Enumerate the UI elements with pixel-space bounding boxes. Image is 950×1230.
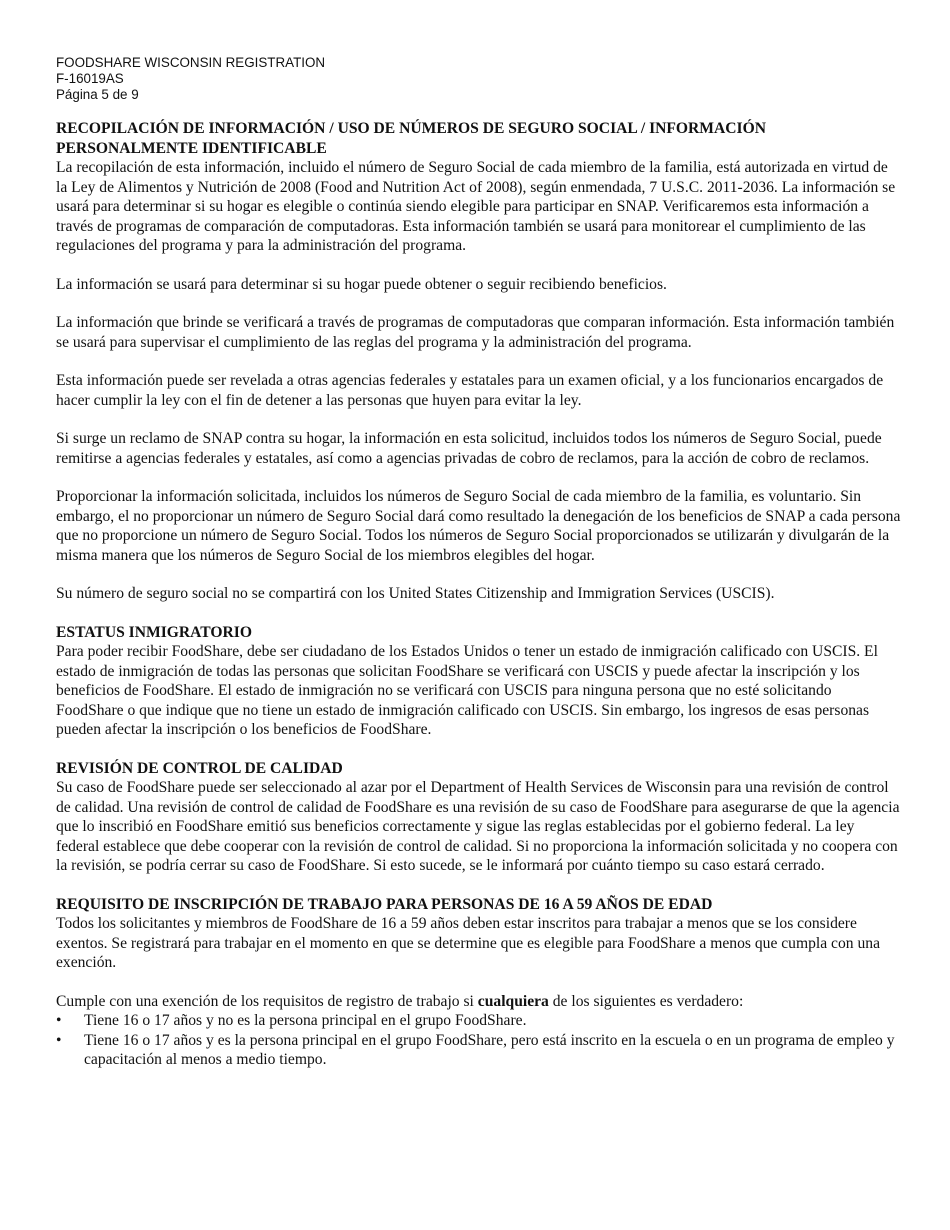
section-title: RECOPILACIÓN DE INFORMACIÓN / USO DE NÚMEROS DE SEGURO SOCIAL / INFORMACIÓN PERSONALMENTE IDENTIFICABLE <box>56 120 767 157</box>
bullet-icon: • <box>56 1012 62 1029</box>
paragraph: Si surge un reclamo de SNAP contra su hogar, la información en esta solicitud, incluidos todos los números de Seguro Social, puede remitirse a agencias federales y estatales, así como a agencias privadas de cobro de reclamos, para la acción de cobro de reclamos. <box>56 430 882 467</box>
paragraph: La información se usará para determinar si su hogar puede obtener o seguir recibiendo beneficios. <box>56 275 667 293</box>
bullet-icon: • <box>56 1031 62 1049</box>
list-item <box>56 1031 901 1070</box>
section-work-registration <box>56 895 901 1070</box>
paragraph: Para poder recibir FoodShare, debe ser ciudadano de los Estados Unidos o tener un estado de inmigración calificado con USCIS. El estado de inmigración de todas las personas que solicitan FoodShare se verificará con USCIS y puede afectar la inscripción y los beneficios de FoodShare. El estado de inmigración no se verificará con USCIS para ninguna persona que no esté solicitando FoodShare o que indique que no tiene un estado de inmigración calificado con USCIS. Sin embargo, los ingresos de esas personas pueden afectar la inscripción o los beneficios de FoodShare. <box>56 643 878 738</box>
section-title: REQUISITO DE INSCRIPCIÓN DE TRABAJO PARA PERSONAS DE 16 A 59 AÑOS DE EDAD <box>56 895 713 913</box>
exemption-list <box>56 1011 901 1070</box>
exemption-intro-emphasis: cualquiera <box>477 992 549 1010</box>
exemption-intro-after: de los siguientes es verdadero: <box>548 992 744 1010</box>
section-title: REVISIÓN DE CONTROL DE CALIDAD <box>56 759 343 777</box>
form-number: F-16019AS <box>56 71 124 86</box>
paragraph: Todos los solicitantes y miembros de FoodShare de 16 a 59 años deben estar inscritos para trabajar a menos que se los considere exentos. Se registrará para trabajar en el momento en que se determine que es elegible para FoodShare a menos que cumpla con una exención. <box>56 915 880 971</box>
document-body <box>56 119 901 1070</box>
list-item-text: Tiene 16 o 17 años y es la persona principal en el grupo FoodShare, pero está inscrito en la escuela o en un programa de empleo y capacitación al menos a medio tiempo. <box>84 1031 895 1068</box>
document-page <box>56 55 901 1070</box>
section-quality-control <box>56 759 901 876</box>
paragraph: La información que brinde se verificará a través de programas de computadoras que comparan información. Esta información también se usará para supervisar el cumplimiento de las reglas del programa y la administración del programa. <box>56 314 895 351</box>
list-item-text: Tiene 16 o 17 años y no es la persona principal en el grupo FoodShare. <box>84 1012 527 1029</box>
paragraph: Su número de seguro social no se compartirá con los United States Citizenship and Immigration Services (USCIS). <box>56 585 775 602</box>
paragraph: Su caso de FoodShare puede ser seleccionado al azar por el Department of Health Services de Wisconsin para una revisión de control de calidad. Una revisión de control de calidad de FoodShare es una revisión de su caso de FoodShare para asegurarse de que la agencia que lo inscribió en FoodShare emitió sus beneficios correctamente y sigue las reglas establecidas por el gobierno federal. La ley federal establece que debe cooperar con la revisión de control de calidad. Si no proporciona la información solicitada y no coopera con la revisión, se podría cerrar su caso de FoodShare. Si esto sucede, se le informará por cuánto tiempo su caso estará cerrado. <box>56 779 900 874</box>
form-header <box>56 55 901 103</box>
exemption-intro <box>56 992 901 1012</box>
paragraph: Esta información puede ser revelada a otras agencias federales y estatales para un examen oficial, y a los funcionarios encargados de hacer cumplir la ley con el fin de detener a las personas que huyen para evitar la ley. <box>56 372 884 409</box>
section-immigration <box>56 623 901 740</box>
list-item <box>56 1011 901 1031</box>
paragraph: Proporcionar la información solicitada, incluidos los números de Seguro Social de cada miembro de la familia, es voluntario. Sin embargo, el no proporcionar un número de Seguro Social dará como resultado la denegación de los beneficios de SNAP a cada persona que no proporcione un número de Seguro Social. Todos los números de Seguro Social proporcionados se utilizarán y divulgarán de la misma manera que los números de Seguro Social de los miembros elegibles del hogar. <box>56 488 901 564</box>
section-ssn <box>56 119 901 604</box>
form-name: FOODSHARE WISCONSIN REGISTRATION <box>56 55 326 70</box>
page-number: Página 5 de 9 <box>56 87 139 102</box>
exemption-intro-before: Cumple con una exención de los requisitos de registro de trabajo si <box>56 992 478 1010</box>
section-title: ESTATUS INMIGRATORIO <box>56 623 252 641</box>
paragraph: La recopilación de esta información, incluido el número de Seguro Social de cada miembro de la familia, está autorizada en virtud de la Ley de Alimentos y Nutrición de 2008 (Food and Nutrition Act of 2008), según enmendada, 7 U.S.C. 2011-2036. La información se usará para determinar si su hogar es elegible o continúa siendo elegible para participar en SNAP. Verificaremos esta información a través de programas de comparación de computadoras. Esta información también se usará para monitorear el cumplimiento de las regulaciones del programa y para la administración del programa. <box>56 159 896 254</box>
